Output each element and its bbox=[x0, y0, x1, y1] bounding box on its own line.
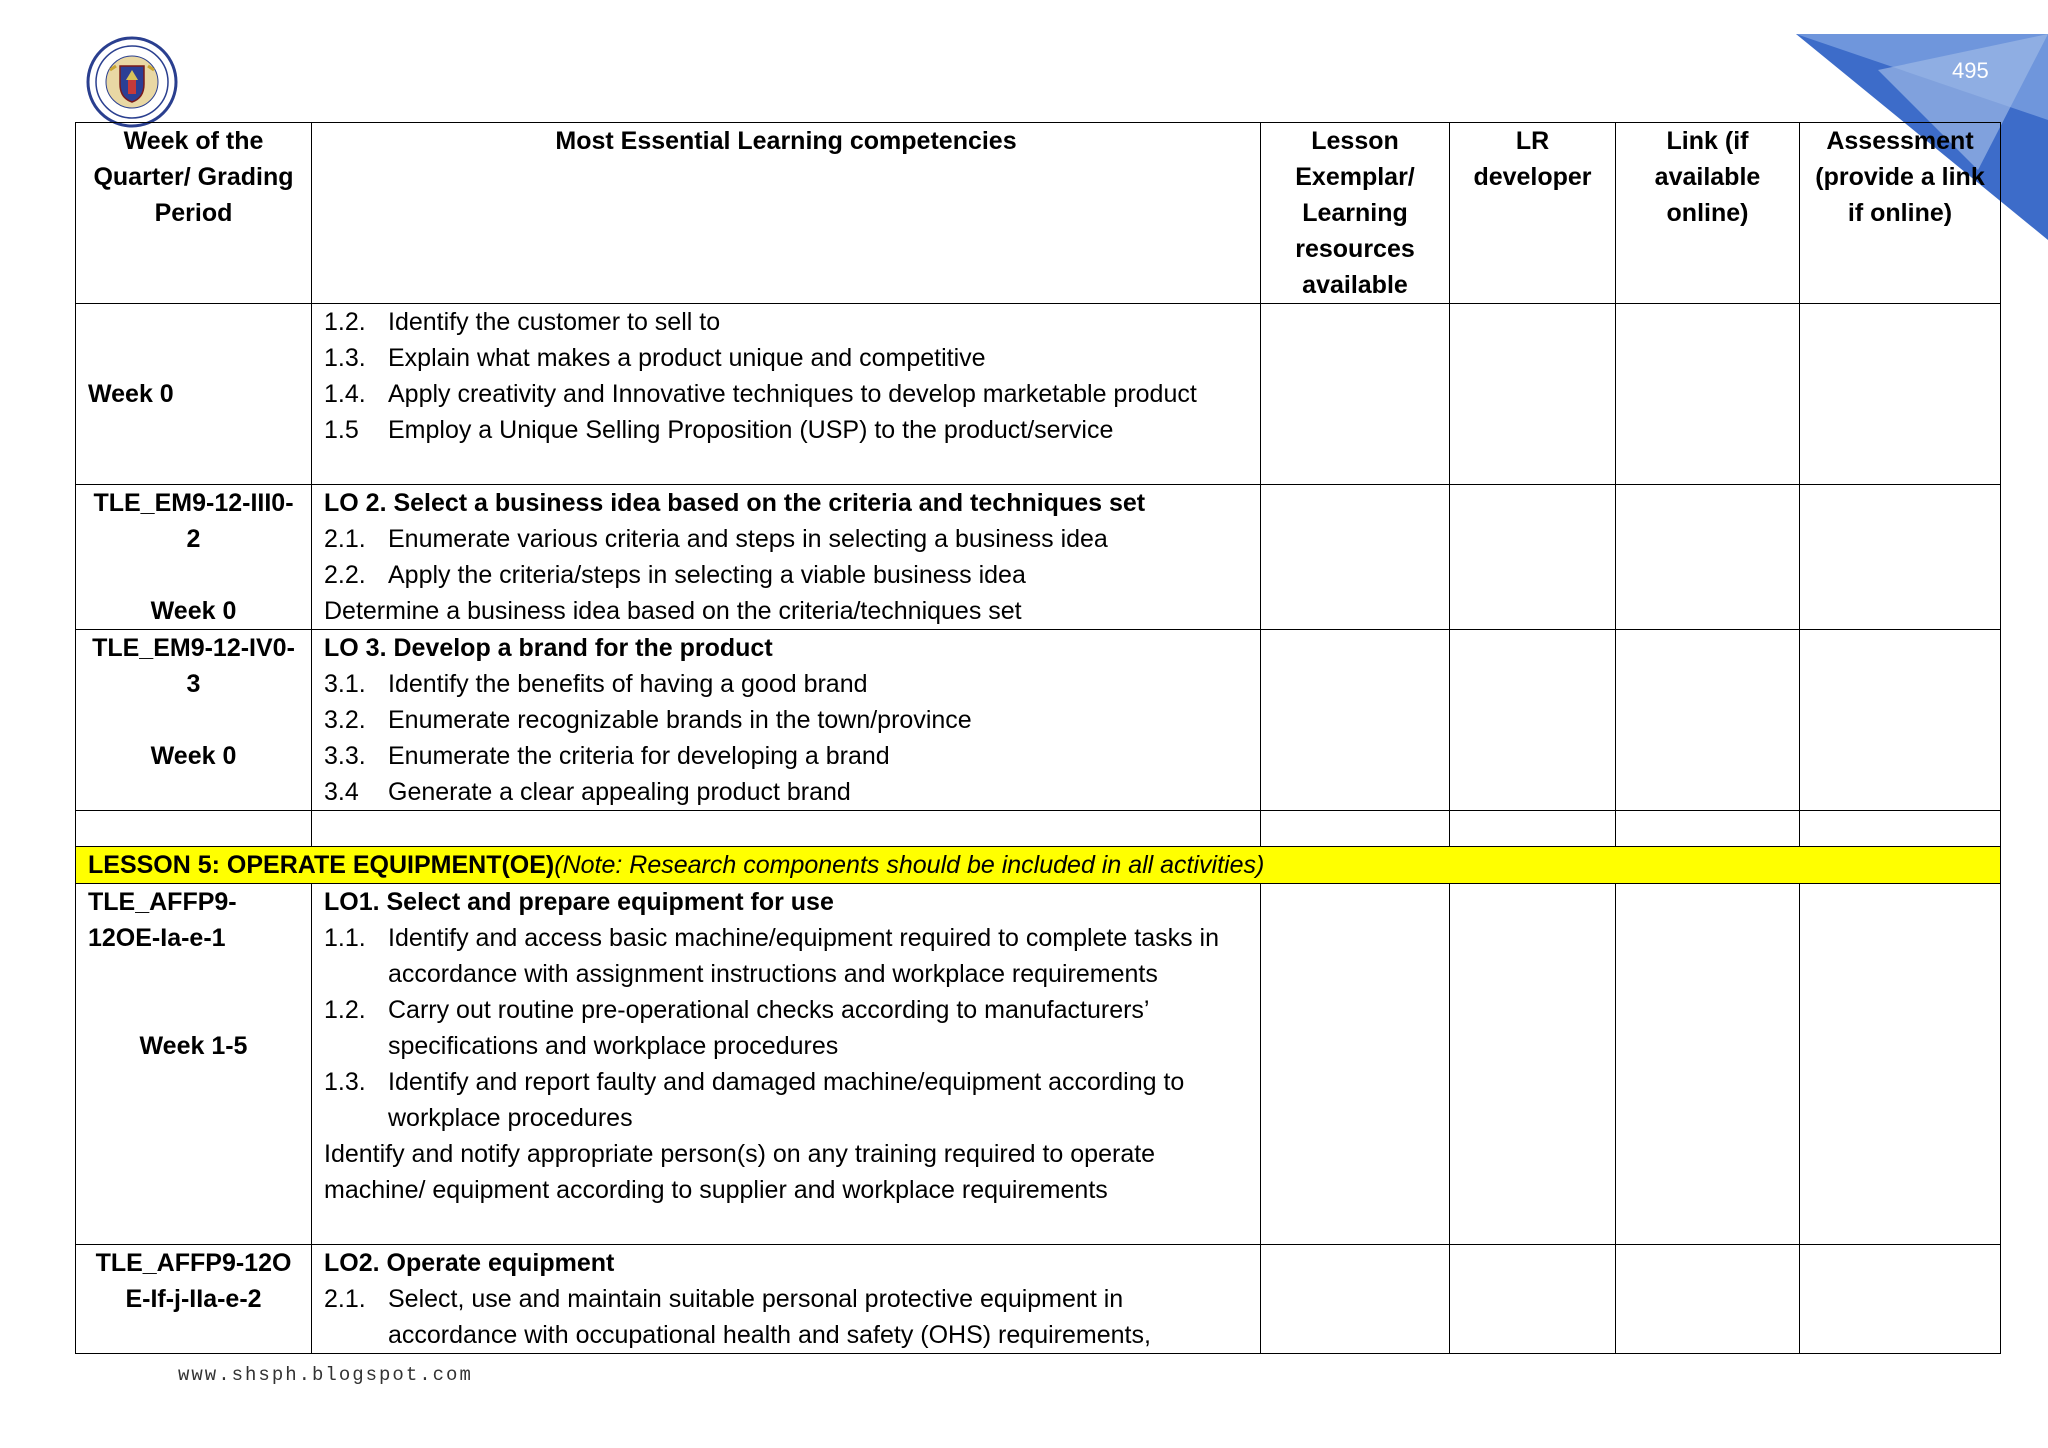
list-item bbox=[324, 1281, 1248, 1353]
empty-cell bbox=[1450, 811, 1616, 847]
week-cell bbox=[76, 1245, 312, 1354]
learning-outcome: LO2. Operate equipment bbox=[324, 1249, 615, 1277]
empty-cell bbox=[1261, 811, 1450, 847]
list-item bbox=[324, 340, 1248, 376]
table-row bbox=[76, 485, 2001, 630]
item-text: Enumerate the criteria for developing a brand bbox=[388, 742, 890, 770]
empty-cell bbox=[312, 811, 1261, 847]
item-number: 1.4. bbox=[324, 380, 366, 408]
list-item bbox=[324, 376, 1248, 412]
table-row bbox=[76, 1245, 2001, 1354]
list-item bbox=[324, 738, 1248, 774]
list-item bbox=[324, 920, 1248, 992]
empty-cell bbox=[1450, 630, 1616, 811]
lesson-note: (Note: Research components should be included in all activities) bbox=[554, 851, 1265, 879]
empty-cell bbox=[1450, 304, 1616, 485]
header-lr-developer: LR developer bbox=[1450, 123, 1616, 304]
week-label: Week 1-5 bbox=[139, 1032, 248, 1060]
page-number: 495 bbox=[1952, 58, 1989, 83]
empty-cell bbox=[1616, 485, 1800, 630]
list-item bbox=[324, 992, 1248, 1064]
list-item bbox=[324, 702, 1248, 738]
header-assessment: Assessment (provide a link if online) bbox=[1800, 123, 2001, 304]
table-row bbox=[76, 630, 2001, 811]
empty-cell bbox=[1616, 811, 1800, 847]
empty-cell bbox=[1261, 304, 1450, 485]
table-header-row bbox=[76, 123, 2001, 304]
empty-cell bbox=[1616, 884, 1800, 1245]
empty-cell bbox=[1800, 811, 2001, 847]
week-label: Week 0 bbox=[150, 742, 237, 770]
learning-outcome: LO 3. Develop a brand for the product bbox=[324, 634, 773, 662]
empty-row bbox=[76, 811, 2001, 847]
item-text: Employ a Unique Selling Proposition (USP) to the product/service bbox=[388, 416, 1114, 444]
week-cell bbox=[76, 485, 312, 630]
week-cell bbox=[76, 304, 312, 485]
week-cell bbox=[76, 884, 312, 1245]
week-label: Week 0 bbox=[88, 380, 174, 408]
week-cell bbox=[76, 630, 312, 811]
learning-outcome: LO1. Select and prepare equipment for use bbox=[324, 888, 834, 916]
item-text: Carry out routine pre-operational checks according to manufacturers’ specifications and workplace procedures bbox=[388, 996, 1149, 1060]
item-text: Apply creativity and Innovative techniques to develop marketable product bbox=[388, 380, 1197, 408]
item-number: 2.1. bbox=[324, 1285, 366, 1313]
item-number: 3.4 bbox=[324, 778, 359, 806]
item-text: Explain what makes a product unique and competitive bbox=[388, 344, 986, 372]
list-item bbox=[324, 412, 1248, 448]
item-number: 3.2. bbox=[324, 706, 366, 734]
item-number: 1.3. bbox=[324, 344, 366, 372]
item-text: Apply the criteria/steps in selecting a viable business idea bbox=[388, 561, 1026, 589]
footer-url: www.shsph.blogspot.com bbox=[178, 1364, 473, 1386]
empty-cell bbox=[1450, 1245, 1616, 1354]
table-row bbox=[76, 884, 2001, 1245]
empty-cell bbox=[1616, 304, 1800, 485]
competency-cell bbox=[312, 884, 1261, 1245]
competency-code: TLE_AFFP9-12OE-If-j-IIa-e-2 bbox=[95, 1249, 292, 1313]
empty-cell bbox=[1261, 630, 1450, 811]
header-link: Link (if available online) bbox=[1616, 123, 1800, 304]
empty-cell bbox=[1800, 884, 2001, 1245]
learning-outcome: LO 2. Select a business idea based on the criteria and techniques set bbox=[324, 489, 1146, 517]
empty-cell bbox=[1261, 884, 1450, 1245]
empty-cell bbox=[1261, 1245, 1450, 1354]
competency-cell bbox=[312, 1245, 1261, 1354]
header-lesson-exemplar: Lesson Exemplar/ Learning resources available bbox=[1261, 123, 1450, 304]
item-text: Identify and report faulty and damaged machine/equipment according to workplace procedures bbox=[388, 1068, 1185, 1132]
list-item bbox=[324, 666, 1248, 702]
list-item bbox=[324, 774, 1248, 810]
item-number: 1.2. bbox=[324, 996, 366, 1024]
header-melc: Most Essential Learning competencies bbox=[312, 123, 1261, 304]
list-item bbox=[324, 521, 1248, 557]
table-row bbox=[76, 304, 2001, 485]
empty-cell bbox=[1800, 304, 2001, 485]
competency-code: TLE_EM9-12-III0-2 bbox=[93, 489, 294, 553]
empty-cell bbox=[1450, 485, 1616, 630]
empty-cell bbox=[1800, 485, 2001, 630]
empty-cell bbox=[1800, 630, 2001, 811]
competency-cell bbox=[312, 630, 1261, 811]
list-item bbox=[324, 557, 1248, 593]
empty-cell bbox=[1450, 884, 1616, 1245]
plain-item: Determine a business idea based on the criteria/techniques set bbox=[324, 597, 1022, 625]
competency-code: TLE_EM9-12-IV0-3 bbox=[92, 634, 295, 698]
competency-cell bbox=[312, 304, 1261, 485]
empty-cell bbox=[1800, 1245, 2001, 1354]
empty-cell bbox=[1261, 485, 1450, 630]
header-week: Week of the Quarter/ Grading Period bbox=[76, 123, 312, 304]
competency-code: TLE_AFFP9-12OE-Ia-e-1 bbox=[88, 888, 237, 952]
item-text: Enumerate various criteria and steps in selecting a business idea bbox=[388, 525, 1108, 553]
empty-cell bbox=[1616, 630, 1800, 811]
empty-cell bbox=[76, 811, 312, 847]
item-number: 1.3. bbox=[324, 1068, 366, 1096]
item-number: 2.2. bbox=[324, 561, 366, 589]
lesson-banner bbox=[76, 847, 2001, 884]
lesson-banner-row bbox=[76, 847, 2001, 884]
item-number: 1.1. bbox=[324, 924, 366, 952]
item-text: Select, use and maintain suitable personal protective equipment in accordance with occupational health and safety (OHS) requirements, bbox=[388, 1285, 1151, 1349]
week-label: Week 0 bbox=[150, 597, 237, 625]
list-item bbox=[324, 304, 1248, 340]
item-number: 3.1. bbox=[324, 670, 366, 698]
deped-seal-icon bbox=[86, 36, 178, 128]
competency-cell bbox=[312, 485, 1261, 630]
plain-item: Identify and notify appropriate person(s) on any training required to operate machine/ equipment according to supplier and workplace requirements bbox=[324, 1140, 1156, 1204]
item-text: Identify and access basic machine/equipment required to complete tasks in accordance with assignment instructions and workplace requirements bbox=[388, 924, 1220, 988]
item-text: Identify the customer to sell to bbox=[388, 308, 721, 336]
lesson-title: LESSON 5: OPERATE EQUIPMENT(OE) bbox=[88, 851, 555, 879]
item-text: Enumerate recognizable brands in the town/province bbox=[388, 706, 972, 734]
empty-cell bbox=[1616, 1245, 1800, 1354]
item-number: 2.1. bbox=[324, 525, 366, 553]
list-item bbox=[324, 1064, 1248, 1136]
item-text: Identify the benefits of having a good brand bbox=[388, 670, 868, 698]
item-number: 3.3. bbox=[324, 742, 366, 770]
item-number: 1.5 bbox=[324, 416, 359, 444]
melc-table bbox=[75, 122, 2001, 1354]
item-number: 1.2. bbox=[324, 308, 366, 336]
item-text: Generate a clear appealing product brand bbox=[388, 778, 851, 806]
